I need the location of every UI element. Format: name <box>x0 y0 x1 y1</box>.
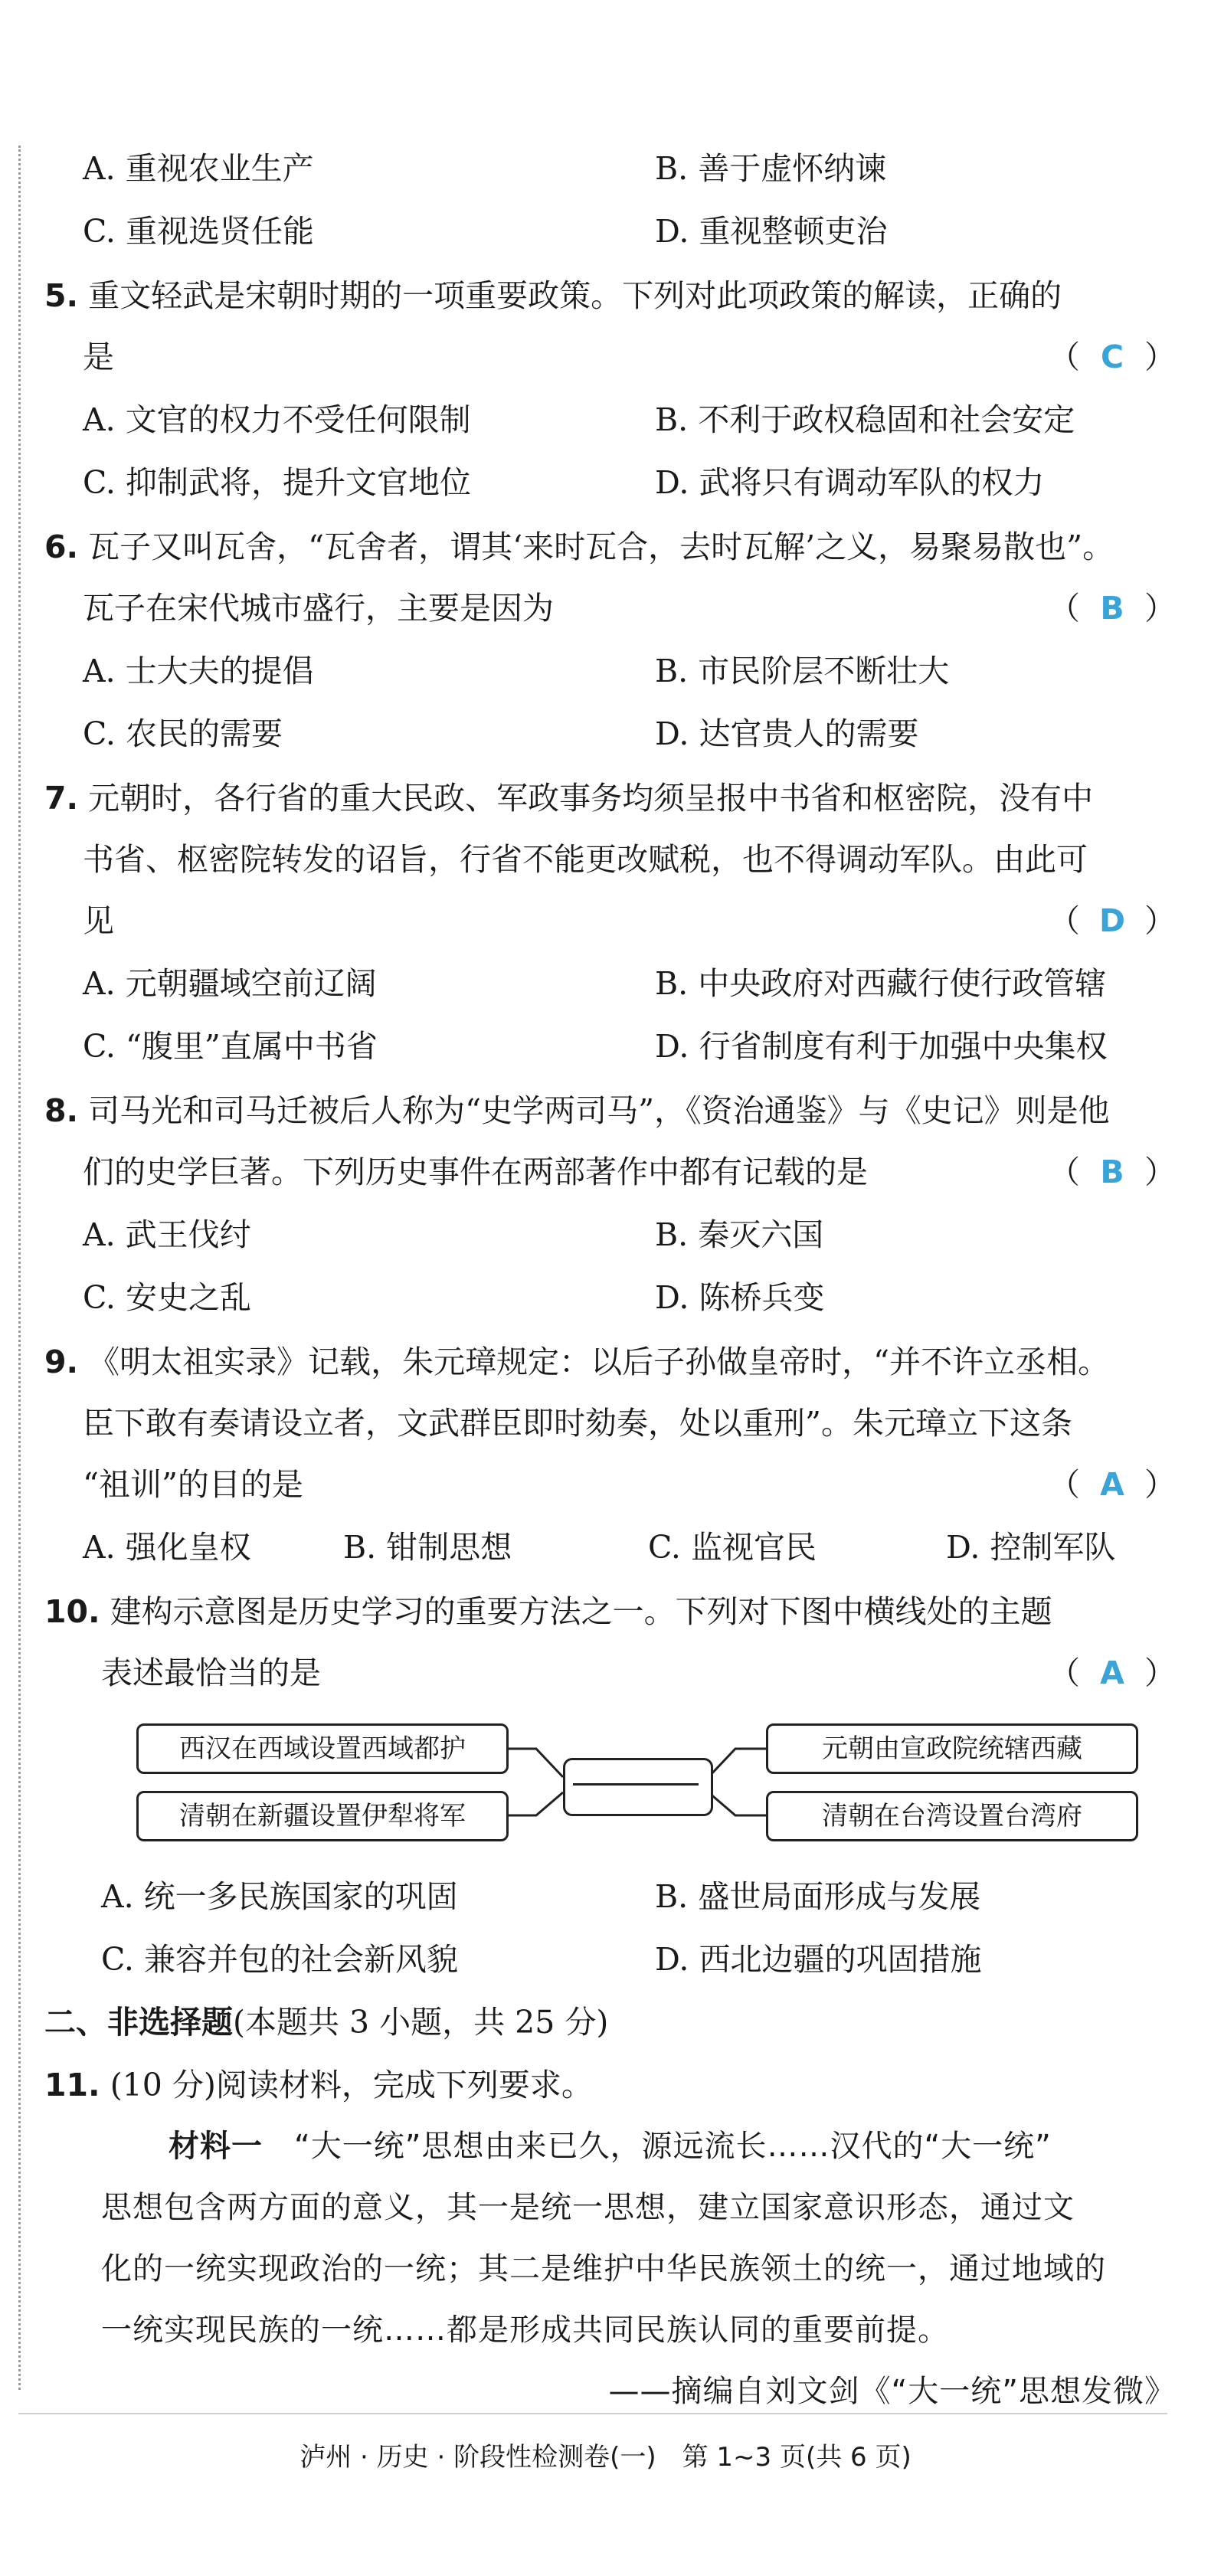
q5-option-d: D. 武将只有调动军队的权力 <box>655 464 1045 501</box>
q9-number: 9. <box>44 1344 79 1380</box>
q6-answer-bracket: （ B ） <box>1049 585 1176 631</box>
q9-option-a: A. 强化皇权 <box>83 1529 251 1566</box>
q7-stem-line3: 见 <box>83 902 114 939</box>
q7-text-1: 元朝时，各行省的重大民政、军政事务均须呈报中书省和枢密院，没有中 <box>88 780 1094 817</box>
q9-stem-line3: “祖训”的目的是 <box>83 1466 303 1503</box>
footer-rule <box>18 2413 1167 2414</box>
q9-answer: A <box>1100 1466 1124 1503</box>
q11-stem <box>44 2062 593 2108</box>
q10-answer: A <box>1100 1655 1124 1691</box>
q10-option-a: A. 统一多民族国家的巩固 <box>101 1878 458 1915</box>
q6-answer: B <box>1100 590 1124 627</box>
q5-text-1: 重文轻武是宋朝时期的一项重要政策。下列对此项政策的解读，正确的 <box>88 277 1062 314</box>
q6-option-a: A. 士大夫的提倡 <box>83 653 314 689</box>
diagram-box-yili: 清朝在新疆设置伊犁将军 <box>136 1791 509 1841</box>
material1-line1 <box>169 2123 1052 2169</box>
material1-line2: 思想包含两方面的意义，其一是统一思想，建立国家意识形态，通过文 <box>101 2190 1075 2225</box>
q5-option-c: C. 抑制武将，提升文官地位 <box>83 464 471 501</box>
q5-option-a: A. 文官的权力不受任何限制 <box>83 401 471 438</box>
section2-title: 二、非选择题 <box>44 2004 233 2041</box>
q8-number: 8. <box>44 1092 79 1129</box>
q4-option-a: A. 重视农业生产 <box>83 150 314 187</box>
q9-option-d: D. 控制军队 <box>946 1529 1116 1566</box>
material1-line3: 化的一统实现政治的一统；其二是维护中华民族领土的统一，通过地域的 <box>101 2251 1106 2286</box>
q9-option-b: B. 钳制思想 <box>343 1529 512 1566</box>
material1-title: 材料一 <box>169 2129 263 2164</box>
q5-stem-line2: 是 <box>83 339 114 375</box>
q8-answer: B <box>1100 1154 1124 1190</box>
q7-option-b: B. 中央政府对西藏行使行政管辖 <box>655 965 1107 1002</box>
q6-option-c: C. 农民的需要 <box>83 715 283 752</box>
q10-text-1: 建构示意图是历史学习的重要方法之一。下列对下图中横线处的主题 <box>110 1593 1052 1630</box>
page-footer: 泸州 · 历史 · 阶段性检测卷(一) 第 1~3 页(共 6 页) <box>299 2442 912 2473</box>
q6-option-d: D. 达官贵人的需要 <box>655 715 919 752</box>
q10-answer-bracket: （ A ） <box>1049 1650 1176 1696</box>
q9-answer-bracket: （ A ） <box>1049 1461 1176 1507</box>
q10-option-c: C. 兼容并包的社会新风貌 <box>101 1941 458 1978</box>
connector-bottom-left <box>506 1792 563 1815</box>
diagram-box-xiyu: 西汉在西域设置西域都护 <box>136 1723 509 1774</box>
q8-answer-bracket: （ B ） <box>1049 1149 1176 1195</box>
q4-option-d: D. 重视整顿吏治 <box>655 213 888 250</box>
q5-number: 5. <box>44 277 79 314</box>
diagram-blank-line <box>573 1783 699 1786</box>
q7-option-a: A. 元朝疆域空前辽阔 <box>83 965 377 1002</box>
q5-option-b: B. 不利于政权稳固和社会安定 <box>655 401 1075 438</box>
q8-option-d: D. 陈桥兵变 <box>655 1279 825 1316</box>
q9-text-1: 《明太祖实录》记载，朱元璋规定：以后子孙做皇帝时，“并不许立丞相。 <box>88 1344 1110 1380</box>
connector-top-left <box>506 1749 563 1777</box>
q6-number: 6. <box>44 529 79 565</box>
q10-option-d: D. 西北边疆的巩固措施 <box>655 1941 982 1978</box>
q7-option-c: C. “腹里”直属中书省 <box>83 1028 378 1065</box>
q8-option-c: C. 安史之乱 <box>83 1279 251 1316</box>
q8-option-b: B. 秦灭六国 <box>655 1216 824 1253</box>
section2-note: (本题共 3 小题，共 25 分) <box>233 2004 609 2041</box>
q8-text-1: 司马光和司马迁被后人称为“史学两司马”，《资治通鉴》与《史记》则是他 <box>88 1092 1110 1129</box>
q11-text: (10 分)阅读材料，完成下列要求。 <box>110 2067 593 2103</box>
q8-stem-line2: 们的史学巨著。下列历史事件在两部著作中都有记载的是 <box>83 1154 868 1190</box>
q10-number: 10. <box>44 1593 100 1630</box>
q10-stem-line2: 表述最恰当的是 <box>101 1655 321 1691</box>
q11-number: 11. <box>44 2067 100 2103</box>
q7-number: 7. <box>44 780 79 817</box>
q6-option-b: B. 市民阶层不断壮大 <box>655 653 950 689</box>
q7-option-d: D. 行省制度有利于加强中央集权 <box>655 1028 1108 1065</box>
section2-heading <box>44 1999 608 2045</box>
diagram-center-box <box>563 1758 713 1816</box>
q10-option-b: B. 盛世局面形成与发展 <box>655 1878 981 1915</box>
material1-text-1: “大一统”思想由来已久，源远流长……汉代的“大一统” <box>294 2129 1052 2164</box>
q4-option-b: B. 善于虚怀纳谏 <box>655 150 887 187</box>
q8-option-a: A. 武王伐纣 <box>83 1216 251 1253</box>
q6-text-1: 瓦子又叫瓦舍，“瓦舍者，谓其‘来时瓦合，去时瓦解’之义，易聚易散也”。 <box>88 529 1114 565</box>
diagram-box-xuanzhengyuan: 元朝由宣政院统辖西藏 <box>766 1723 1138 1774</box>
q4-option-c: C. 重视选贤任能 <box>83 213 314 250</box>
q9-option-c: C. 监视官民 <box>648 1529 817 1566</box>
material1-line4: 一统实现民族的一统……都是形成共同民族认同的重要前提。 <box>101 2313 949 2348</box>
q7-stem-line2: 书省、枢密院转发的诏旨，行省不能更改赋税，也不得调动军队。由此可 <box>83 841 1088 878</box>
q5-answer-bracket: （ C ） <box>1049 334 1176 380</box>
material1-source: ——摘编自刘文剑《“大一统”思想发微》 <box>608 2374 1176 2409</box>
connector-bottom-right <box>709 1792 766 1815</box>
q9-stem-line2: 臣下敢有奏请设立者，文武群臣即时劾奏，处以重刑”。朱元璋立下这条 <box>83 1405 1072 1442</box>
q7-answer: D <box>1098 902 1126 939</box>
q6-stem-line2: 瓦子在宋代城市盛行，主要是因为 <box>83 590 554 627</box>
q7-answer-bracket: （ D ） <box>1049 898 1176 944</box>
q5-answer: C <box>1100 339 1124 375</box>
diagram-box-taiwanfu: 清朝在台湾设置台湾府 <box>766 1791 1138 1841</box>
connector-top-right <box>709 1749 766 1777</box>
